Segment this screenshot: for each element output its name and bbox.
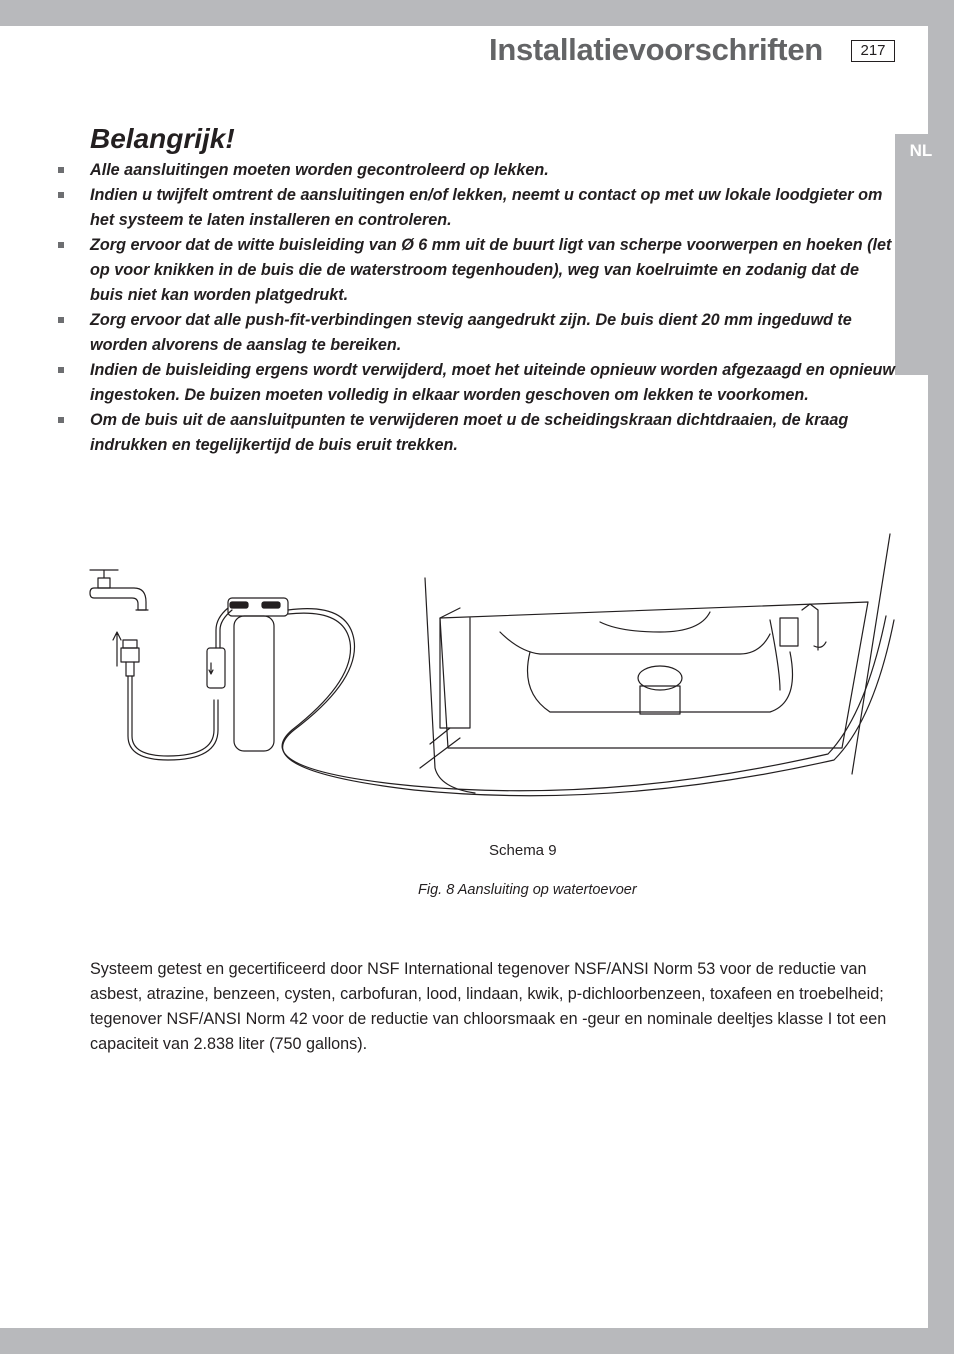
refrigerator-rear-icon	[420, 534, 890, 793]
list-item-text: Indien u twijfelt omtrent de aansluitingen en/of lekken, neemt u contact op met uw lokale loodgieter om het systeem te laten installeren en controleren.	[90, 186, 883, 229]
list-item-text: Indien de buisleiding ergens wordt verwijderd, moet het uiteinde opnieuw worden afgezaagd en opnieuw ingestoken. De buizen moeten volledig in elkaar worden geschoven om lekken te voorkomen.	[90, 361, 895, 404]
list-item-text: Zorg ervoor dat de witte buisleiding van Ø 6 mm uit de buurt ligt van scherpe voorwerpen en hoeken (let op voor knikken in de buis die de waterstroom tegenhouden), weg van koelruimte en zodanig dat de buis niet kan worden platgedrukt.	[90, 236, 892, 304]
figure-caption: Fig. 8 Aansluiting op watertoevoer	[418, 882, 637, 898]
list-item-text: Alle aansluitingen moeten worden gecontroleerd op lekken.	[90, 161, 549, 179]
page-title: Installatievoorschriften	[489, 32, 823, 67]
list-item	[56, 308, 896, 358]
page-margin-strip	[928, 0, 954, 1354]
flow-arrow-icon	[113, 632, 121, 666]
bullet-icon	[58, 242, 64, 248]
page-number: 217	[851, 40, 895, 62]
notice-heading: Belangrijk!	[90, 123, 235, 154]
list-item-text: Zorg ervoor dat alle push-fit-verbindingen stevig aangedrukt zijn. De buis dient 20 mm ingeduwd te worden alvorens de aanslag te bereiken.	[90, 311, 852, 354]
bullet-icon	[58, 317, 64, 323]
bullet-icon	[58, 417, 64, 423]
supply-tube	[128, 676, 218, 760]
list-item	[56, 183, 896, 233]
list-item-text: Om de buis uit de aansluitpunten te verwijderen moet u de scheidingskraan dichtdraaien, de kraag indrukken en tegelijkertijd de buis eruit trekken.	[90, 411, 849, 454]
list-item	[56, 358, 896, 408]
inlet-adaptor-icon	[121, 640, 139, 676]
list-item	[56, 158, 896, 183]
schema-label: Schema 9	[489, 842, 557, 859]
language-tab	[895, 134, 928, 375]
bullet-icon	[58, 192, 64, 198]
certification-paragraph: Systeem getest en gecertificeerd door NSF International tegenover NSF/ANSI Norm 53 voor de reductie van asbest, atrazine, benzeen, cysten, carbofuran, lood, lindaan, kwik, p-dichloorbenzeen, toxafeen en troebelheid; tegenover NSF/ANSI Norm 42 voor de reductie van chloorsmaak en -geur en nominale deeltjes klasse I tot een capaciteit van 2.838 liter (750 gallons).	[90, 960, 887, 1053]
shutoff-valve-icon	[207, 608, 232, 688]
tap-icon	[90, 570, 148, 610]
water-filter-icon	[228, 598, 288, 751]
language-tab-label: NL	[909, 141, 933, 160]
bullet-icon	[58, 367, 64, 373]
list-item	[56, 408, 896, 458]
list-item	[56, 233, 896, 308]
fridge-supply-tube	[283, 609, 894, 796]
water-connection-diagram	[80, 528, 900, 818]
bullet-icon	[58, 167, 64, 173]
notice-list	[56, 158, 896, 458]
